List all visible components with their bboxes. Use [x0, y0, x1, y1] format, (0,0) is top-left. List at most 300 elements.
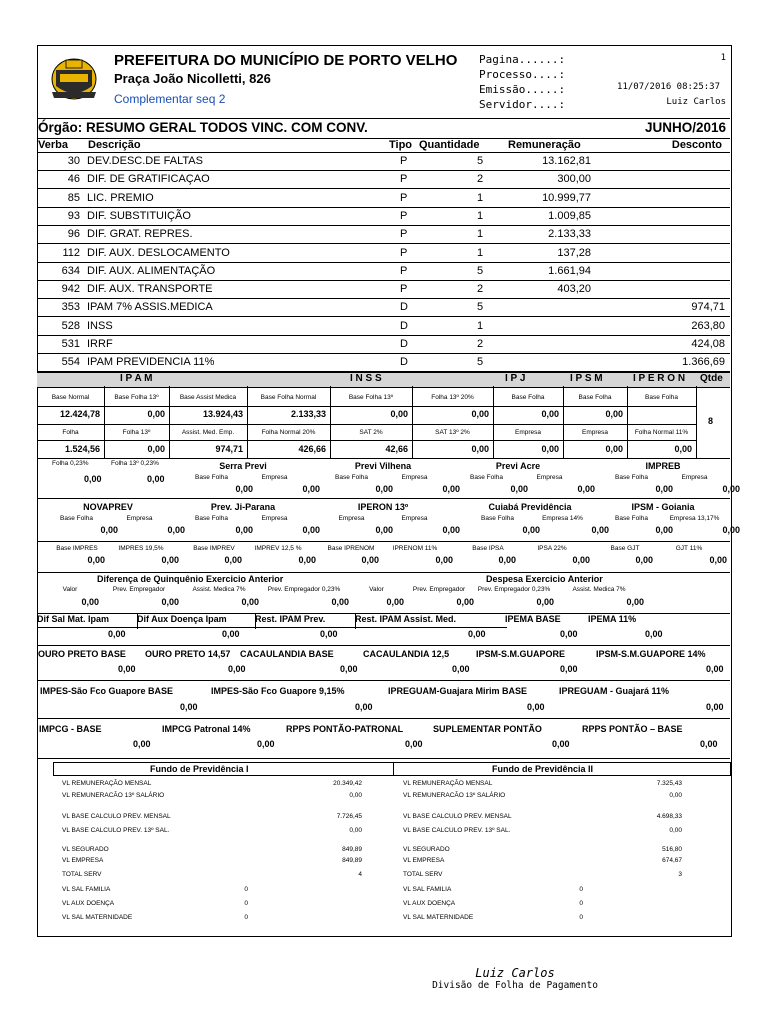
ipema-base-value: 0,00: [560, 629, 578, 639]
col-remuneracao: Remuneração: [508, 139, 581, 151]
verba-desconto: 424,08: [691, 338, 725, 350]
rpps-patronal-value: 0,00: [405, 739, 423, 749]
quinq-value-7: 0,00: [626, 597, 644, 607]
table-row: [37, 298, 730, 317]
label-row1-0: Base Normal: [51, 394, 90, 401]
orgao-title: Órgão: RESUMO GERAL TODOS VINC. COM CONV.: [38, 120, 368, 135]
verba-remuneracao: 2.133,33: [548, 228, 591, 241]
dif-sal-mat-title: Dif Sal Mat. Ipam: [37, 614, 110, 624]
verba-tipo: D: [400, 338, 408, 350]
dif-aux-doenca-title: Dif Aux Doença Ipam: [137, 614, 227, 624]
verba-tipo: P: [400, 173, 408, 186]
impcg-base-title: IMPCG - BASE: [39, 724, 102, 734]
label-row2-7: Empresa: [581, 429, 608, 436]
despesa-title: Despesa Exercicio Anterior: [486, 574, 603, 584]
previ-vilhena-value-1: 0,00: [375, 484, 393, 494]
table-row: [37, 152, 730, 171]
impres-label-0: Base IMPRES: [56, 545, 98, 552]
divider: [37, 440, 696, 441]
verba-description: DEV.DESC.DE FALTAS: [87, 155, 203, 167]
verba-description: DIF. SUBSTITUIÇÃO: [87, 209, 191, 222]
server-name: Luiz Carlos: [666, 97, 726, 107]
divider: [37, 758, 730, 759]
label-pagina: Pagina......:: [479, 53, 566, 66]
quinq-label-6: Prev. Empregador 0,23%: [477, 586, 551, 593]
ipsm-goiania-value-1: 0,00: [655, 525, 673, 535]
fundo2-value: 516,80: [662, 846, 682, 853]
table-row: [37, 262, 730, 281]
table-row: [37, 244, 730, 263]
impres-value-4: 0,00: [361, 555, 379, 565]
previ-vilhena-label-2: Empresa: [401, 474, 428, 481]
verba-code: 554: [61, 356, 80, 369]
verba-quantidade: 2: [477, 338, 484, 350]
serra-previ-label-2: Empresa: [261, 474, 288, 481]
label-row1-8: Base Folha: [645, 394, 678, 401]
fundo2-value: 3: [678, 871, 682, 878]
verba-quantidade: 1: [477, 228, 484, 241]
fundo1-value: 849,89: [342, 846, 362, 853]
divider: [37, 627, 507, 628]
emission-datetime: 11/07/2016 08:25:37: [617, 82, 720, 92]
fundo1-label: VL BASE CALCULO PREV. MENSAL: [62, 813, 171, 820]
verba-code: 85: [67, 191, 80, 204]
col-quantidade: Quantidade: [419, 139, 480, 151]
quinq-value-5: 0,00: [456, 597, 474, 607]
col-tipo: Tipo: [389, 139, 413, 151]
novaprev-title: NOVAPREV: [83, 502, 133, 512]
impres-value-2: 0,00: [224, 555, 242, 565]
fundo2-label: VL SEGURADO: [403, 846, 450, 853]
verba-description: DIF. DE GRATIFICAÇAO: [87, 173, 210, 186]
impres-value-6: 0,00: [498, 555, 516, 565]
iperon13-value-1: 0,00: [375, 525, 393, 535]
verba-remuneracao: 1.661,94: [548, 264, 591, 277]
impres-label-8: Base GJT: [610, 545, 640, 552]
coat-of-arms-logo: [46, 52, 102, 104]
verba-code: 30: [67, 155, 80, 167]
table-row: [37, 335, 730, 354]
verba-quantidade: 5: [477, 301, 484, 314]
ipsm-goiania-title: IPSM - Goiania: [631, 502, 695, 512]
dif-aux-doenca-value: 0,00: [222, 629, 240, 639]
value-row2-3: 426,66: [298, 444, 326, 454]
ipreguam-11-value: 0,00: [706, 702, 724, 712]
verba-remuneracao: 137,28: [557, 246, 591, 259]
fundo-1-title: Fundo de Previdência I: [150, 764, 249, 774]
table-row: [37, 317, 730, 336]
impres-value-5: 0,00: [435, 555, 453, 565]
fundo-2-title: Fundo de Previdência II: [492, 764, 594, 774]
divider: [53, 775, 730, 776]
impreb-value-2: 0,00: [722, 484, 740, 494]
quinq-value-1: 0,00: [161, 597, 179, 607]
verba-quantidade: 5: [477, 356, 484, 369]
impres-value-1: 0,00: [161, 555, 179, 565]
cuiaba-label-2: Empresa 14%: [542, 515, 583, 522]
previ-vilhena-label-1: Base Folha: [335, 474, 368, 481]
rpps-base-title: RPPS PONTÃO – BASE: [582, 724, 683, 734]
iperon13-value-2: 0,00: [442, 525, 460, 535]
quinq-label-2: Assist. Medica 7%: [192, 586, 246, 593]
verba-code: 528: [61, 319, 80, 332]
value-row1-6: 0,00: [541, 409, 559, 419]
label-row2-8: Folha Normal 11%: [634, 429, 689, 436]
ouro-preto-base-title: OURO PRETO BASE: [38, 649, 126, 659]
city-address: Praça João Nicolletti, 826: [114, 71, 271, 86]
verba-desconto: 974,71: [691, 301, 725, 314]
impres-value-8: 0,00: [635, 555, 653, 565]
verba-tipo: P: [400, 209, 408, 222]
impes-915-value: 0,00: [355, 702, 373, 712]
iperon13-title: IPERON 13º: [357, 502, 409, 512]
verba-quantidade: 1: [477, 191, 484, 204]
impres-value-7: 0,00: [572, 555, 590, 565]
impres-value-3: 0,00: [298, 555, 316, 565]
verba-tipo: P: [400, 191, 408, 204]
verba-desconto: 1.366,69: [682, 356, 725, 369]
ouro-preto-base-value: 0,00: [118, 664, 136, 674]
report-subtitle: Complementar seq 2: [114, 92, 226, 106]
quinq-value-6: 0,00: [536, 597, 554, 607]
fundo1-value: 0,00: [349, 792, 362, 799]
impes-base-value: 0,00: [180, 702, 198, 712]
verba-description: IRRF: [87, 338, 113, 350]
verba-code: 634: [61, 264, 80, 277]
verba-tipo: P: [400, 155, 408, 167]
fundo2-label: VL REMUNERACÃO 13º SALÁRIO: [403, 792, 506, 799]
fundo1-label: VL AUX DOENÇA: [62, 900, 115, 907]
impres-value-0: 0,00: [87, 555, 105, 565]
value-row1-7: 0,00: [605, 409, 623, 419]
iperon13-label-2: Empresa: [401, 515, 428, 522]
label-row2-0: Folha: [62, 429, 79, 436]
cuiaba-label-1: Base Folha: [481, 515, 514, 522]
suplementar-value: 0,00: [552, 739, 570, 749]
fundo1-value: 0,00: [349, 827, 362, 834]
rest-ipam-prev-title: Rest. IPAM Prev.: [255, 614, 326, 624]
label-row1-4: Base Folha 13º: [348, 394, 394, 401]
previ-acre-value-1: 0,00: [510, 484, 528, 494]
impres-label-2: Base IMPREV: [193, 545, 235, 552]
fundo2-label: VL BASE CALCULO PREV. 13º SAL.: [403, 827, 511, 834]
divider: [37, 118, 730, 119]
fundo2-value: 0,00: [669, 792, 682, 799]
value-folha-023: 0,00: [84, 474, 102, 484]
fundo1-label: VL BASE CALCULO PREV. 13º SAL.: [62, 827, 170, 834]
rpps-patronal-title: RPPS PONTÃO-PATRONAL: [286, 724, 404, 734]
verba-code: 96: [67, 228, 80, 241]
divider: [37, 406, 696, 407]
verba-description: IPAM PREVIDENCIA 11%: [87, 356, 215, 369]
quinq-value-3: 0,00: [331, 597, 349, 607]
qtde-header: Qtde: [700, 373, 723, 384]
rest-ipam-prev-value: 0,00: [320, 629, 338, 639]
ipema-11-title: IPEMA 11%: [588, 614, 637, 624]
verba-remuneracao: 10.999,77: [542, 191, 591, 204]
dif-sal-mat-value: 0,00: [108, 629, 126, 639]
fundo1-value: 4: [358, 871, 362, 878]
impcg-14-value: 0,00: [257, 739, 275, 749]
col-descricao: Descrição: [88, 139, 141, 151]
verba-description: DIF. AUX. DESLOCAMENTO: [87, 246, 230, 259]
ipema-base-title: IPEMA BASE: [505, 614, 561, 624]
verba-remuneracao: 13.162,81: [542, 155, 591, 167]
previ-acre-label-1: Base Folha: [470, 474, 503, 481]
iperon-header: I P E R O N: [633, 373, 686, 384]
label-emissao: Emissão.....:: [479, 83, 566, 96]
ipreguam-base-title: IPREGUAM-Guajara Mirim BASE: [388, 686, 528, 696]
quinq-label-4: Valor: [369, 586, 384, 593]
fundo1-label: VL SEGURADO: [62, 846, 109, 853]
fundo1-label: VL EMPRESA: [62, 857, 104, 864]
label-row1-5: Folha 13º 20%: [431, 394, 474, 401]
fundo2-label: VL REMUNERAÇÃO MENSAL: [403, 780, 493, 787]
fundo1-label: TOTAL SERV: [62, 871, 102, 878]
label-row2-2: Assist. Med. Emp.: [181, 429, 235, 436]
fundo1-label: VL SAL FAMILIA: [62, 886, 111, 893]
ipsm-header: I P S M: [570, 373, 603, 384]
table-row: [37, 225, 730, 244]
value-row1-1: 0,00: [147, 409, 165, 419]
prev-jiparana-label-2: Empresa: [261, 515, 288, 522]
rest-ipam-assist-value: 0,00: [468, 629, 486, 639]
verba-tipo: D: [400, 301, 408, 314]
label-row2-1: Folha 13º: [122, 429, 151, 436]
page-title: PREFEITURA DO MUNICÍPIO DE PORTO VELHO: [114, 52, 458, 69]
fundo1-value: 7.726,45: [336, 813, 362, 820]
fundo1-label: VL SAL MATERNIDADE: [62, 914, 133, 921]
quinq-label-1: Prev. Empregador: [112, 586, 166, 593]
verba-code: 93: [67, 209, 80, 222]
value-row2-4: 42,66: [385, 444, 408, 454]
verba-quantidade: 2: [477, 173, 484, 186]
novaprev-value-2: 0,00: [167, 525, 185, 535]
verba-quantidade: 1: [477, 246, 484, 259]
verba-quantidade: 2: [477, 283, 484, 296]
table-row: [37, 170, 730, 189]
ipj-header: I P J: [505, 373, 526, 384]
value-row2-0: 1.524,56: [64, 444, 100, 454]
signature-department: Divisão de Folha de Pagamento: [432, 980, 598, 991]
value-row2-6: 0,00: [541, 444, 559, 454]
previ-vilhena-value-2: 0,00: [442, 484, 460, 494]
verba-tipo: P: [400, 246, 408, 259]
impres-value-9: 0,00: [709, 555, 727, 565]
fundo1-value: 0: [244, 914, 248, 921]
value-row2-1: 0,00: [147, 444, 165, 454]
divider: [696, 386, 697, 458]
cuiaba-value-2: 0,00: [591, 525, 609, 535]
label-processo: Processo....:: [479, 68, 566, 81]
verba-description: INSS: [87, 319, 113, 332]
ipsm-goiania-label-2: Empresa 13,17%: [669, 515, 720, 522]
value-row1-3: 2.133,33: [290, 409, 326, 419]
divider: [37, 680, 730, 681]
ipema-11-value: 0,00: [645, 629, 663, 639]
divider: [37, 458, 730, 459]
cuiaba-title: Cuiabá Previdência: [488, 502, 572, 512]
previ-acre-title: Previ Acre: [495, 461, 541, 471]
prev-jiparana-title: Prev. Ji-Parana: [210, 502, 276, 512]
page-number: 1: [720, 53, 726, 63]
verba-description: DIF. AUX. TRANSPORTE: [87, 283, 213, 296]
fundo2-label: VL AUX DOENÇA: [403, 900, 456, 907]
verba-desconto: 263,80: [691, 319, 725, 332]
col-desconto: Desconto: [671, 139, 722, 151]
verba-quantidade: 5: [477, 155, 484, 167]
novaprev-value-1: 0,00: [100, 525, 118, 535]
value-row2-8: 0,00: [674, 444, 692, 454]
label-row2-6: Empresa: [514, 429, 541, 436]
verba-code: 942: [61, 283, 80, 296]
impreb-value-1: 0,00: [655, 484, 673, 494]
impres-label-4: Base IPRENOM: [327, 545, 375, 552]
cacaulandia-base-value: 0,00: [340, 664, 358, 674]
previ-vilhena-title: Previ Vilhena: [354, 461, 412, 471]
divider: [37, 424, 696, 425]
ouro-preto-14-value: 0,00: [228, 664, 246, 674]
value-row2-5: 0,00: [471, 444, 489, 454]
fundo2-value: 674,67: [662, 857, 682, 864]
label-row1-2: Base Assist Medica: [179, 394, 237, 401]
fundo1-value: 20.349,42: [333, 780, 362, 787]
cacaulandia-12-value: 0,00: [452, 664, 470, 674]
label-folha13-023: Folha 13º 0,23%: [111, 460, 159, 467]
verba-tipo: P: [400, 264, 408, 277]
quinquenio-title: Diferença de Quinquênio Exercicio Anterior: [97, 574, 284, 584]
label-row1-7: Base Folha: [578, 394, 612, 401]
verba-remuneracao: 403,20: [557, 283, 591, 296]
ipreguam-base-value: 0,00: [527, 702, 545, 712]
signature-name: Luiz Carlos: [475, 966, 555, 980]
divider: [37, 718, 730, 719]
label-row2-3: Folha Normal 20%: [261, 429, 316, 436]
fundo1-value: 0: [244, 900, 248, 907]
verba-tipo: D: [400, 319, 408, 332]
value-row2-2: 974,71: [215, 444, 243, 454]
impes-base-title: IMPES-São Fco Guapore BASE: [40, 686, 174, 696]
divider: [37, 572, 730, 573]
table-row: [37, 207, 730, 226]
fundo2-label: VL EMPRESA: [403, 857, 445, 864]
previ-acre-label-2: Empresa: [536, 474, 563, 481]
fundo2-value: 0: [579, 900, 583, 907]
prev-jiparana-value-1: 0,00: [235, 525, 253, 535]
verba-description: IPAM 7% ASSIS.MEDICA: [87, 301, 213, 314]
serra-previ-value-2: 0,00: [302, 484, 320, 494]
cuiaba-value-1: 0,00: [522, 525, 540, 535]
impreb-label-2: Empresa: [681, 474, 708, 481]
value-row1-0: 12.424,78: [59, 409, 100, 419]
fundo2-label: VL BASE CALCULO PREV. MENSAL: [403, 813, 512, 820]
iperon13-label-1: Empresa: [338, 515, 365, 522]
verba-tipo: D: [400, 356, 408, 369]
divider: [37, 541, 730, 542]
inss-header: I N S S: [350, 373, 382, 384]
rest-ipam-assist-title: Rest. IPAM Assist. Med.: [355, 614, 457, 624]
verba-code: 112: [62, 246, 80, 259]
verba-tipo: P: [400, 283, 408, 296]
suplementar-title: SUPLEMENTAR PONTÃO: [433, 724, 542, 734]
table-row: [37, 189, 730, 208]
period: JUNHO/2016: [644, 120, 726, 135]
impres-label-3: IMPREV 12,5 %: [254, 545, 302, 552]
verba-description: LIC. PREMIO: [87, 191, 154, 204]
fundo2-value: 0: [579, 886, 583, 893]
rpps-base-value: 0,00: [700, 739, 718, 749]
cacaulandia-12-title: CACAULANDIA 12,5: [363, 649, 450, 659]
quinq-value-0: 0,00: [81, 597, 99, 607]
fundo1-label: VL REMUNERAÇÃO MENSAL: [62, 780, 152, 787]
verba-code: 46: [67, 173, 80, 186]
fundo2-value: 7.325,43: [656, 780, 682, 787]
verba-code: 531: [61, 338, 80, 350]
ipam-header: I P A M: [120, 373, 153, 384]
fundo2-value: 4.698,33: [656, 813, 682, 820]
value-row1-2: 13.924,43: [202, 409, 243, 419]
quinq-label-3: Prev. Empregador 0,23%: [267, 586, 341, 593]
fundo1-value: 849,89: [342, 857, 362, 864]
ipsm-guapore-value: 0,00: [560, 664, 578, 674]
table-row: [37, 280, 730, 299]
verba-remuneracao: 300,00: [557, 173, 591, 186]
impcg-14-title: IMPCG Patronal 14%: [162, 724, 251, 734]
impreb-title: IMPREB: [645, 461, 681, 471]
impres-label-7: IPSA 22%: [537, 545, 567, 552]
verba-quantidade: 1: [477, 319, 484, 332]
verba-description: DIF. AUX. ALIMENTAÇÃO: [87, 264, 216, 277]
impreb-label-1: Base Folha: [615, 474, 648, 481]
label-servidor: Servidor....:: [479, 98, 566, 111]
impres-label-1: IMPRES 19,5%: [118, 545, 164, 552]
label-row1-6: Base Folha: [511, 394, 545, 401]
verba-tipo: P: [400, 228, 408, 241]
col-verba: Verba: [38, 139, 68, 151]
label-row1-1: Base Folha 13º: [114, 394, 159, 401]
verba-quantidade: 1: [477, 209, 484, 222]
divider: [37, 498, 730, 499]
previ-acre-value-2: 0,00: [577, 484, 595, 494]
serra-previ-label-1: Base Folha: [195, 474, 228, 481]
prev-jiparana-value-2: 0,00: [302, 525, 320, 535]
table-row: [37, 353, 730, 372]
verba-description: DIF. GRAT. REPRES.: [87, 228, 193, 241]
value-folha13-023: 0,00: [147, 474, 165, 484]
value-row1-4: 0,00: [390, 409, 408, 419]
impres-label-6: Base IPSA: [472, 545, 504, 552]
label-row2-4: SAT 2%: [359, 429, 383, 436]
label-row1-3: Base Folha Normal: [260, 394, 317, 401]
verba-remuneracao: 1.009,85: [548, 209, 591, 222]
fundo1-value: 0: [244, 886, 248, 893]
fundo2-label: TOTAL SERV: [403, 871, 443, 878]
verba-code: 353: [61, 301, 80, 314]
prev-jiparana-label-1: Base Folha: [195, 515, 228, 522]
verba-quantidade: 5: [477, 264, 484, 277]
quinq-label-5: Prev. Empregador: [412, 586, 466, 593]
serra-previ-title: Serra Previ: [219, 461, 267, 471]
value-row2-7: 0,00: [605, 444, 623, 454]
impes-915-title: IMPES-São Fco Guapore 9,15%: [211, 686, 345, 696]
impcg-base-value: 0,00: [133, 739, 151, 749]
ouro-preto-14-title: OURO PRETO 14,57: [145, 649, 231, 659]
divider: [393, 762, 394, 776]
ipreguam-11-title: IPREGUAM - Guajará 11%: [559, 686, 670, 696]
ipsm-guapore-14-title: IPSM-S.M.GUAPORE 14%: [596, 649, 706, 659]
fundo2-value: 0: [579, 914, 583, 921]
impres-label-5: IPRENOM 11%: [392, 545, 438, 552]
